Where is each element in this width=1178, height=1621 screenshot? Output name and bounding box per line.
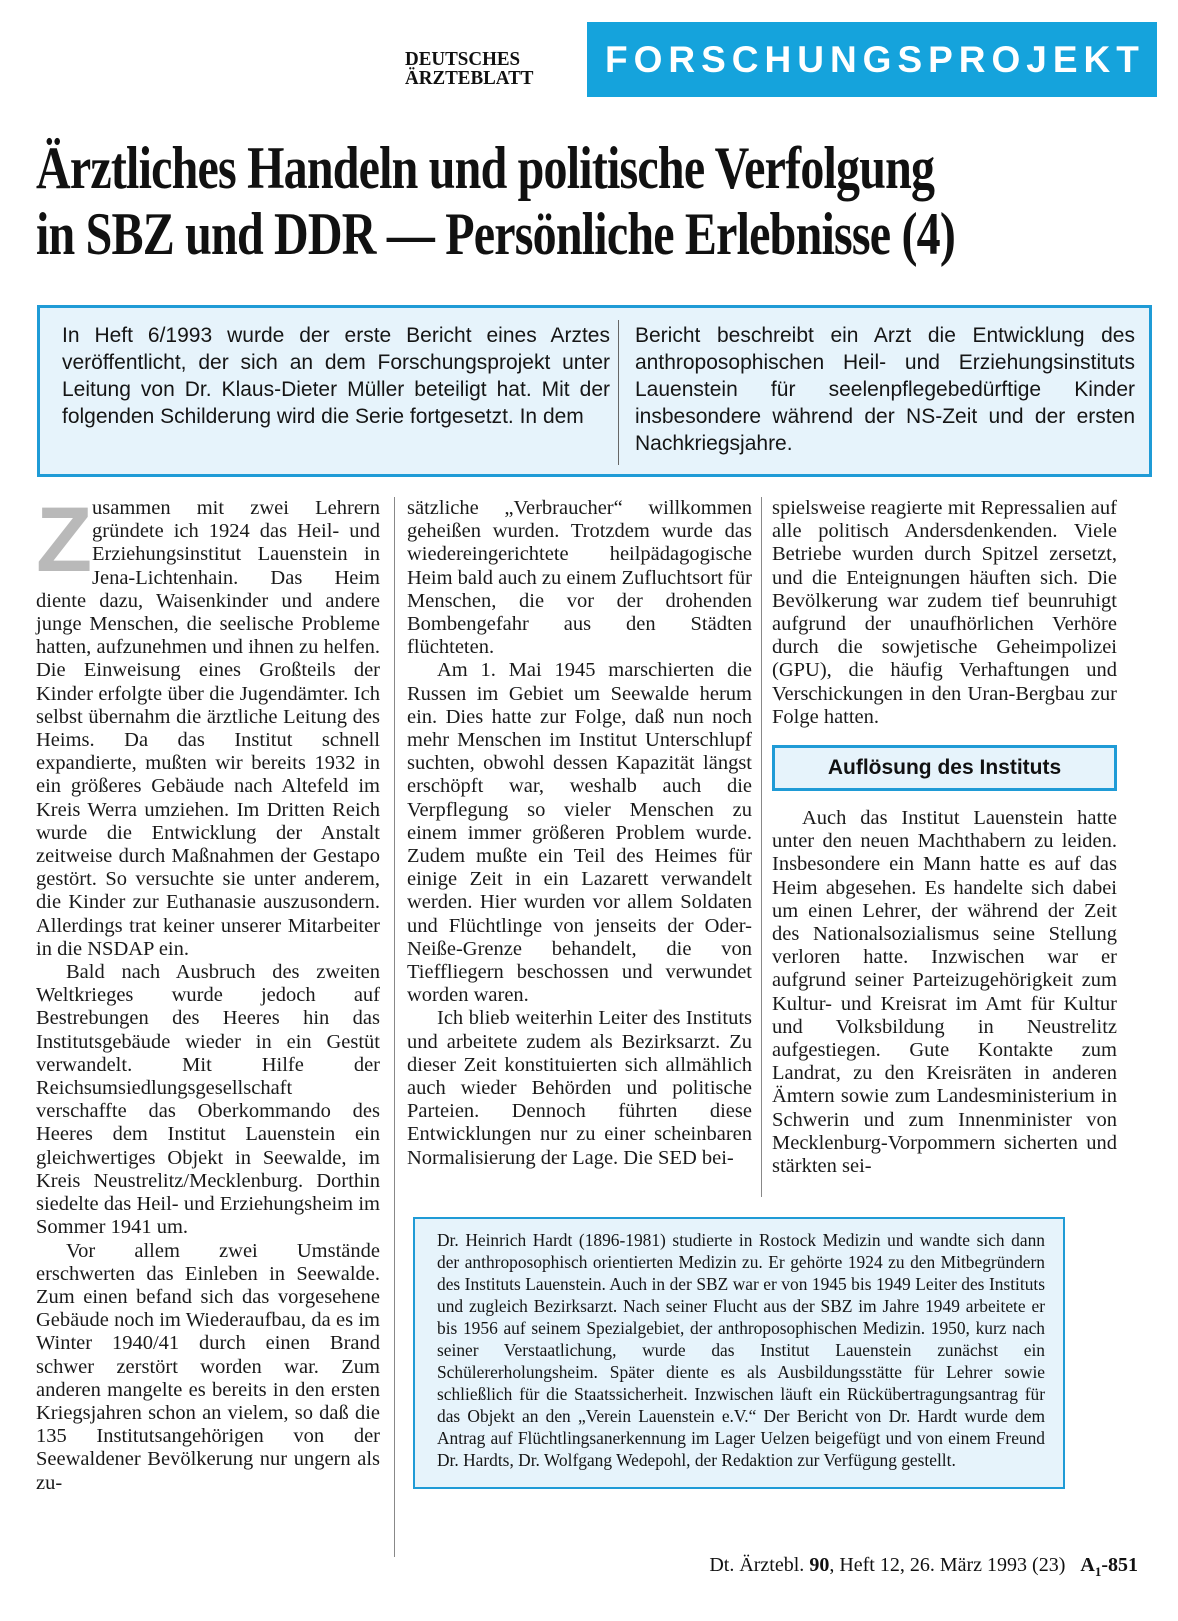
headline-line2: in SBZ und DDR — Persönliche Erlebnisse (4) <box>36 201 956 267</box>
column-rule <box>761 497 762 1197</box>
article-column-2 <box>407 497 752 1170</box>
paragraph: Auch das Institut Lauenstein hatte unter den neuen Machthabern zu leiden. Insbesondere ein Mann hatte es auf das Heim abgesehen. Es handelte sich dabei um einen Lehrer, der während der Zeit des Nationalsozialismus seine Stellung verloren hatte. Inzwischen war er aufgrund seiner Parteizugehörigkeit zum Kultur- und Kreisrat im Amt für Kultur und Volksbildung in Neustrelitz aufgestiegen. Gute Kontakte zum Landrat, zu den Kreisräten in anderen Ämtern sowie zum Landesministerium in Schwerin und zum Innenminister von Mecklenburg-Vorpommern sicherten und stärkten sei- <box>772 807 1117 1178</box>
footer-volume: 90 <box>809 1554 830 1576</box>
author-bio-box: Dr. Heinrich Hardt (1896-1981) studierte in Rostock Medizin und wandte sich dann der anthroposophisch orientierten Medizin zu. Er gehörte 1924 zu den Mitbegründern des Instituts Lauenstein. Auch in der SBZ war er von 1945 bis 1949 Leiter des Instituts und zugleich Bezirksarzt. Nach seiner Flucht aus der SBZ im Jahre 1949 arbeitete er bis 1956 auf seinem Spezialgebiet, der anthroposophischen Medizin. 1950, kurz nach seiner Verstaatlichung, wurde das Institut Lauenstein zunächst ein Schülererholungsheim. Später diente es als Ausbildungsstätte für Lehrer sowie schließlich für die Staatssicherheit. Inzwischen läuft ein Rückübertragungsantrag für das Objekt an den „Verein Lauenstein e.V.“ Der Bericht von Dr. Hardt wurde dem Antrag auf Flüchtlingsanerkennung im Lager Uelzen beigefügt und von einem Freund Dr. Hardts, Dr. Wolfgang Wedepohl, der Redaktion zur Verfügung gestellt. <box>413 1217 1065 1489</box>
headline-line1: Ärztliches Handeln und politische Verfolgung <box>36 135 935 201</box>
footer-issue: , Heft 12, 26. März 1993 (23) <box>829 1554 1066 1576</box>
paragraph: spielsweise reagierte mit Repressalien auf alle politisch Andersdenkenden. Viele Betriebe wurden durch Spitzel zersetzt, und die Enteignungen häuften sich. Die Bevölkerung war zudem tief beunruhigt aufgrund der unaufhörlichen Verhöre durch die sowjetische Geheimpolizei (GPU), die häufig Verhaftungen und Verschickungen in den Uran-Bergbau zur Folge hatten. <box>772 497 1117 728</box>
section-subhead: Auflösung des Instituts <box>772 745 1117 791</box>
footer-page-sub: 1 <box>1094 1564 1102 1579</box>
masthead-logo <box>405 50 570 96</box>
page-footer <box>709 1554 1138 1580</box>
intro-box <box>37 305 1152 477</box>
paragraph: sätzliche „Verbraucher“ willkommen geheißen wurden. Trotzdem wurde das wiedereingerichtete heilpädagogische Heim bald auch zu einem Zufluchtsort für Menschen, die vor der drohenden Bombengefahr aus den Städten flüchteten. <box>407 497 752 659</box>
paragraph-text: usammen mit zwei Lehrern gründete ich 1924 das Heil- und Erziehungsinstitut Lauenstein in Jena-Lichtenhain. Das Heim diente dazu, Waisenkinder und andere junge Menschen, die seelische Probleme hatten, aufzunehmen und ihnen zu helfen. Die Einweisung eines Großteils der Kinder erfolgte über die Jugendämter. Ich selbst übernahm die ärztliche Leitung des Heims. Da das Institut schnell expandierte, mußten wir bereits 1932 in ein größeres Gebäude nach Altefeld im Kreis Werra umziehen. Im Dritten Reich wurde die Entwicklung der Anstalt zeitweise durch Maßnahmen der Gestapo gestört. So versuchte sie unter anderem, die Kinder zur Euthanasie auszusondern. Allerdings trat keiner unserer Mitarbeiter in die NSDAP ein. <box>36 497 380 960</box>
paragraph: Bald nach Ausbruch des zweiten Weltkrieges wurde jedoch auf Bestrebungen des Heeres hin das Institutsgebäude wieder in ein Gestüt verwandelt. Mit Hilfe der Reichsumsiedlungsgesellschaft verschaffte das Oberkommando des Heeres dem Institut Lauenstein ein gleichwertiges Objekt in Seewalde, im Kreis Neustrelitz/Mecklenburg. Dorthin siedelte das Heil- und Erziehungsheim im Sommer 1941 um. <box>36 961 380 1239</box>
article-headline <box>36 135 1140 267</box>
paragraph: Vor allem zwei Umstände erschwerten das Einleben in Seewalde. Zum einen befand sich das vorgesehene Gebäude noch im Wiederaufbau, da es im Winter 1940/41 durch einen Brand schwer zerstört worden war. Zum anderen mangelte es bereits in den ersten Kriegsjahren schon an vielem, so daß die 135 Institutsangehörigen von der Seewaldener Bevölkerung nur ungern als zu- <box>36 1239 380 1494</box>
masthead-line2: ÄRZTEBLATT <box>405 67 534 89</box>
article-column-3 <box>772 497 1117 1178</box>
paragraph: Am 1. Mai 1945 marschierten die Russen im Gebiet um Seewalde herum ein. Dies hatte zur Folge, daß nun noch mehr Menschen im Institut Unterschlupf suchten, obwohl dessen Kapazität längst erschöpft war, weshalb auch die Verpflegung so vieler Menschen zu einem immer größeren Problem wurde. Zudem mußte ein Teil des Heimes für einige Zeit in ein Lazarett verwandelt werden. Hier wurden vor allem Soldaten und Flüchtlinge von jenseits der Oder-Neiße-Grenze behandelt, die von Tieffliegern beschossen und verwundet worden waren. <box>407 659 752 1007</box>
paragraph <box>36 489 380 961</box>
masthead-line1: DEUTSCHES <box>405 48 521 70</box>
column-rule <box>394 497 395 1557</box>
article-column-1 <box>36 489 380 1495</box>
paragraph: Ich blieb weiterhin Leiter des Instituts und arbeitete zudem als Bezirksarzt. Zu dieser Zeit konstituierten sich allmählich auch wieder Behörden und politische Parteien. Dennoch führten diese Entwicklungen nur zu einer scheinbaren Normalisierung der Lage. Die SED bei- <box>407 1007 752 1169</box>
footer-page-num: -851 <box>1101 1554 1138 1576</box>
footer-journal: Dt. Ärztebl. <box>709 1554 805 1576</box>
drop-cap: Z <box>36 489 93 591</box>
intro-divider <box>618 320 619 465</box>
footer-page-prefix: A <box>1080 1554 1095 1576</box>
intro-text-right: Bericht beschreibt ein Arzt die Entwicklung des anthroposophischen Heil- und Erziehungsinstituts Lauenstein für seelenpflegebedürftige Kinder insbesondere während der NS-Zeit und der ersten Nachkriegsjahre. <box>635 324 1135 455</box>
section-banner: FORSCHUNGSPROJEKT <box>587 22 1157 97</box>
intro-text-left: In Heft 6/1993 wurde der erste Bericht eines Arztes veröffentlicht, der sich an dem Forschungsprojekt unter Leitung von Dr. Klaus-Dieter Müller beteiligt hat. Mit der folgenden Schilderung wird die Serie fortgesetzt. In dem <box>62 324 610 428</box>
footer-page <box>1080 1554 1138 1579</box>
